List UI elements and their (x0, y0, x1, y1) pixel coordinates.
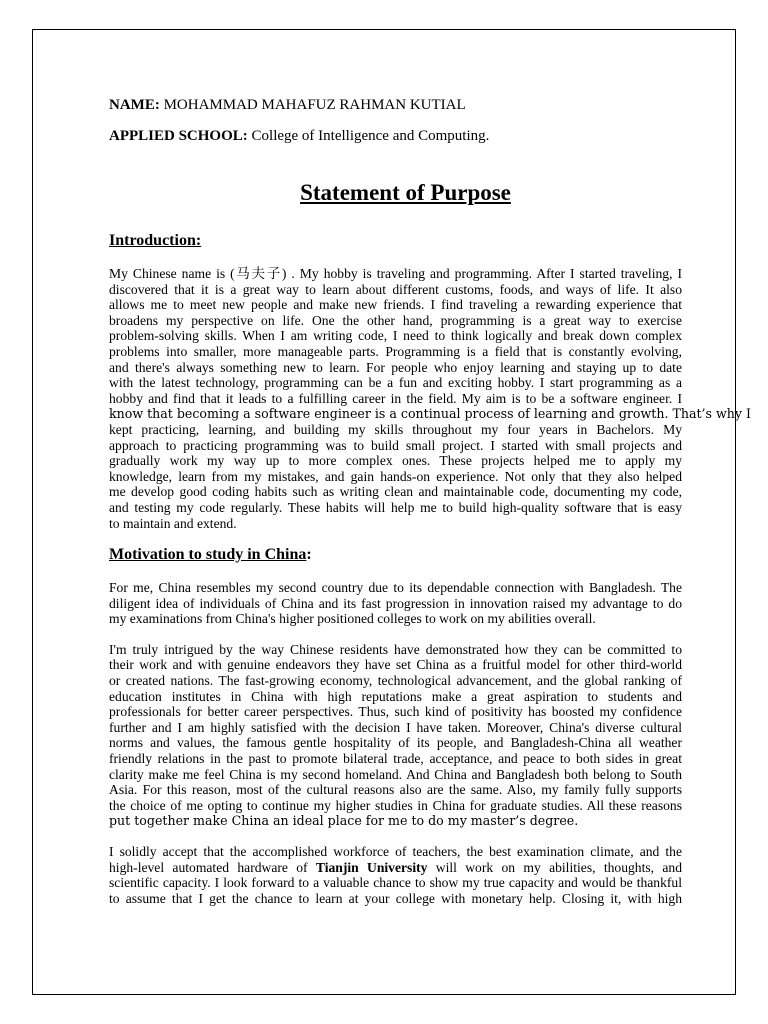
paragraph-line: me develop good coding habits such as writing clean and maintainable code, documenting my code, (109, 484, 682, 500)
paragraph-line: allows me to meet new people and make new friends. I find traveling a rewarding experience that (109, 297, 682, 313)
paragraph-line: further and I am highly satisfied with the decision I have taken. Moreover, China's diverse cultural (109, 719, 682, 735)
paragraph-text: will work on my abilities, thoughts, and (435, 859, 682, 875)
paragraph-line: I solidly accept that the accomplished workforce of teachers, the best examination climate, and the (109, 844, 682, 859)
paragraph-line: to maintain and extend. (109, 515, 237, 531)
document-body (109, 96, 751, 906)
motivation-heading-text: Motivation to study in China (109, 546, 307, 564)
paragraph-line: professionals for better career perspectives. Thus, such kind of positivity has boosted my confidence (109, 704, 682, 720)
motivation-paragraph-2 (109, 642, 682, 829)
paragraph-line: discovered that it is a great way to learn about different customs, foods, and ways of life. It also (109, 281, 682, 297)
paragraph-line (109, 860, 682, 876)
paragraph-line: the choice of me opting to continue my higher studies in China for graduate studies. All these reasons (109, 797, 682, 813)
paragraph-line: kept practicing, learning, and building my skills throughout my four years in Bachelors. My (109, 421, 682, 437)
introduction-heading-colon: : (195, 232, 202, 249)
university-name: Tianjin University (315, 859, 428, 875)
paragraph-line: broadens my perspective on life. One the other hand, programming is a great way to exercise (109, 312, 682, 328)
paragraph-line: gradually work my way up to more complex ones. These projects helped me to apply my (109, 453, 682, 469)
paragraph-line: my examinations from China's higher positioned colleges to work on my abilities overall. (109, 611, 596, 627)
paragraph-line: to assume that I get the chance to learn at your college with monetary help. Closing it, with high (109, 890, 682, 906)
motivation-paragraph-1 (109, 580, 682, 627)
paragraph-line: education institutes in China with high reputations make a great aspiration to students and (109, 688, 682, 704)
paragraph-text: high-level automated hardware of (109, 859, 308, 875)
motivation-paragraph-3 (109, 844, 682, 906)
paragraph-line: Asia. For this reason, most of the cultural reasons also are the same. Also, my family fully supports (109, 782, 682, 798)
paragraph-line: clarity make me feel China is my second homeland. And China and Bangladesh both belong to South (109, 766, 682, 782)
motivation-heading-colon: : (306, 546, 312, 564)
applicant-name-line (109, 96, 682, 114)
paragraph-line: I'm truly intrigued by the way Chinese residents have demonstrated how they can be committed to (109, 641, 682, 657)
paragraph-line: scientific capacity. I look forward to a valuable chance to show my true capacity and would be thankful (109, 875, 682, 891)
introduction-heading (109, 231, 682, 251)
paragraph-line: For me, China resembles my second country due to its dependable connection with Bangladesh. The (109, 580, 682, 596)
paragraph-line: hobby and find that it leads to a fulfilling career in the field. My aim is to be a software engineer. I (109, 390, 682, 406)
paragraph-line: problem-solving skills. When I am writing code, I need to think logically and break down complex (109, 328, 682, 344)
paragraph-line: with the latest technology, programming can be a fun and exciting hobby. I start programming as a (109, 375, 682, 391)
paragraph-line: and testing my code regularly. These habits will help me to build high-quality software that is easy (109, 499, 682, 515)
applied-school-line (109, 127, 682, 145)
motivation-heading (109, 545, 682, 565)
paragraph-line: knowledge, learn from my mistakes, and gain hands-on experience. Not only that they also helped (109, 468, 682, 484)
introduction-heading-text: Introduction (109, 232, 196, 249)
introduction-paragraph (109, 266, 751, 531)
school-label: APPLIED SCHOOL: (109, 128, 248, 144)
paragraph-line: or created nations. The fast-growing economy, technological advancement, and the global ranking of (109, 673, 682, 689)
paragraph-line: My Chinese name is (马夫子) . My hobby is traveling and programming. After I started traveling, I (109, 266, 682, 281)
paragraph-line: know that becoming a software engineer is a continual process of learning and growth. That’s why I (109, 406, 751, 422)
paragraph-line: and there's always something new to learn. For people who enjoy learning and staying up to date (109, 359, 682, 375)
name-label: NAME: (109, 97, 160, 113)
paragraph-line: put together make China an ideal place for me to do my master’s degree. (109, 813, 579, 829)
name-value: MOHAMMAD MAHAFUZ RAHMAN KUTIAL (163, 97, 466, 113)
school-value: College of Intelligence and Computing. (251, 128, 490, 144)
paragraph-line: problems into smaller, more manageable parts. Programming is a field that is constantly evolving, (109, 343, 682, 359)
paragraph-line: approach to practicing programming was to build small project. I started with small projects and (109, 437, 682, 453)
paragraph-line: their work and with genuine endeavors they have set China as a fruitful model for other third-world (109, 657, 682, 673)
paragraph-line: diligent idea of individuals of China and its fast progression in innovation raised my advantage to do (109, 595, 682, 611)
paragraph-line: norms and values, the famous gentle hospitality of its people, and Bangladesh-China all weather (109, 735, 682, 751)
document-title: Statement of Purpose (300, 180, 511, 205)
paragraph-line: friendly relations in the past to promote bilateral trade, acceptance, and peace to both sides in great (109, 751, 682, 767)
